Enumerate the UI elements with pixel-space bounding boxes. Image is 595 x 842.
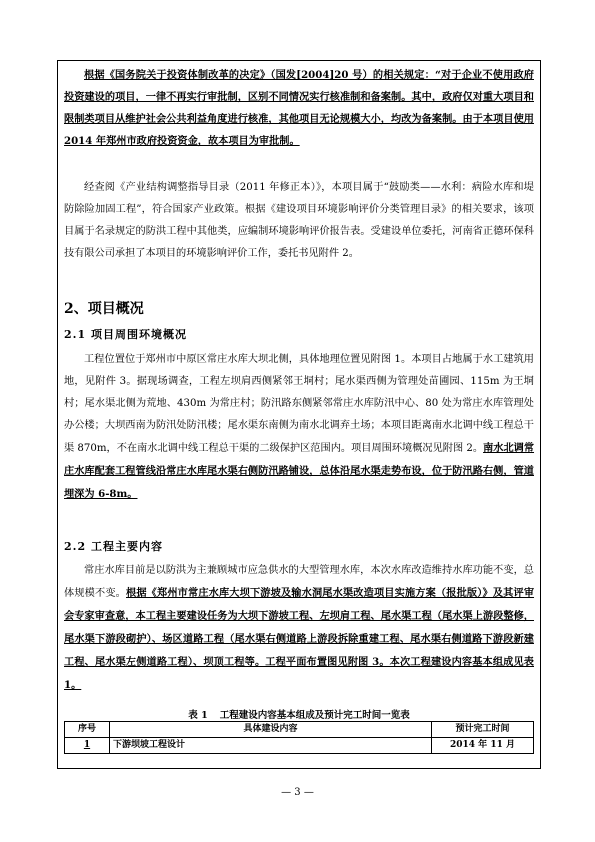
policy-paragraph: 根据《国务院关于投资体制改革的决定》（国发[2004]20 号）的相关规定：“对于企业不使用政府投资建设的项目，一律不再实行审批制，区别不同情况实行核准制和备案制。其中，政府仅对重大项目和限制类项目从维护社会公共利益角度进行核准，其他项目无论规模大小，均改为备案制。由于本项目使用 2014 年郑州市政府投资资金，故本项目为审批制。 <box>64 69 534 147</box>
table-row <box>65 738 534 754</box>
construction-tasks: 根据《郑州市常庄水库大坝下游坡及输水洞尾水渠改造项目实施方案（报批版）》及其评审会专家审查意，本工程主要建设任务为大坝下游坡工程、左坝肩工程、尾水渠工程（尾水渠上游段整修，尾水渠下游段砌护）、场区道路工程（尾水渠右侧道路上游段拆除重建工程、尾水渠右侧道路下游段新建工程、尾水渠左侧道路工程）、坝顶工程等。工程平面布置图见附图 3。本次工程建设内容基本组成见表 1。 <box>64 587 535 691</box>
subsection-title-env: 2.1 项目周围环境概况 <box>64 328 187 341</box>
construction-table <box>64 721 534 754</box>
header-content: 具体建设内容 <box>110 722 432 738</box>
environment-text: 工程位置位于郑州市中原区常庄水库大坝北侧，具体地理位置见附图 1。本项目占地属于水工建筑用地，见附件 3。据现场调查，工程左坝肩西侧紧邻王垌村；尾水渠西侧为管理处苗圃园、115m 为王垌村；尾水渠北侧为荒地、430m 为常庄村；防汛路东侧紧邻常庄水库防汛中心、80 处为常庄水库管理处办公楼；大坝西南为防汛处防汛楼；尾水渠东南侧为南水北调弃土场；本项目距离南水北调中线工程总干渠 870m，不在南水北调中线工程总干渠的二级保护区范围内。项目周围环境概况见附图 2。 <box>64 354 534 454</box>
table-title: 工程建设内容基本组成及预计完工时间一览表 <box>219 710 410 721</box>
section-title: 2、项目概况 <box>64 301 144 317</box>
cell-no: 1 <box>65 738 110 754</box>
header-no: 序号 <box>65 722 110 738</box>
cell-time: 2014 年 11 月 <box>432 738 534 754</box>
industry-paragraph: 经查阅《产业结构调整指导目录（2011 年修正本）》，本项目属于“鼓励类——水利：病险水库和堤防除险加固工程”，符合国家产业政策。根据《建设项目环境影响评价分类管理目录》的相关要求，该项目属于名录规定的防洪工程中其他类，应编制环境影响评价报告表。受建设单位委托，河南省正德环保科技有限公司承担了本项目的环境影响评价工作，委托书见附件 2。 <box>64 182 534 259</box>
header-time: 预计完工时间 <box>432 722 534 738</box>
content-text: 常庄水库目前是以防洪为主兼顾城市应急供水的大型管理水库，本次水库改造维持水库功能不变，总体规模不变。 <box>64 565 534 599</box>
environment-paragraph <box>64 349 534 506</box>
page-number: — 3 — <box>281 787 314 798</box>
table-header-row <box>65 722 534 738</box>
table-number: 表 1 <box>188 710 208 721</box>
content-paragraph <box>64 560 534 697</box>
cell-content: 下游坝坡工程设计 <box>110 738 432 754</box>
pipeline-note: 南水北调常庄水库配套工程管线沿常庄水库尾水渠右侧防汛路铺设，总体沿尾水渠走势布设，位于防汛路右侧，管道埋深为 6-8m。 <box>64 442 535 500</box>
subsection-title-content: 2.2 工程主要内容 <box>64 540 163 553</box>
table-caption <box>64 707 534 721</box>
